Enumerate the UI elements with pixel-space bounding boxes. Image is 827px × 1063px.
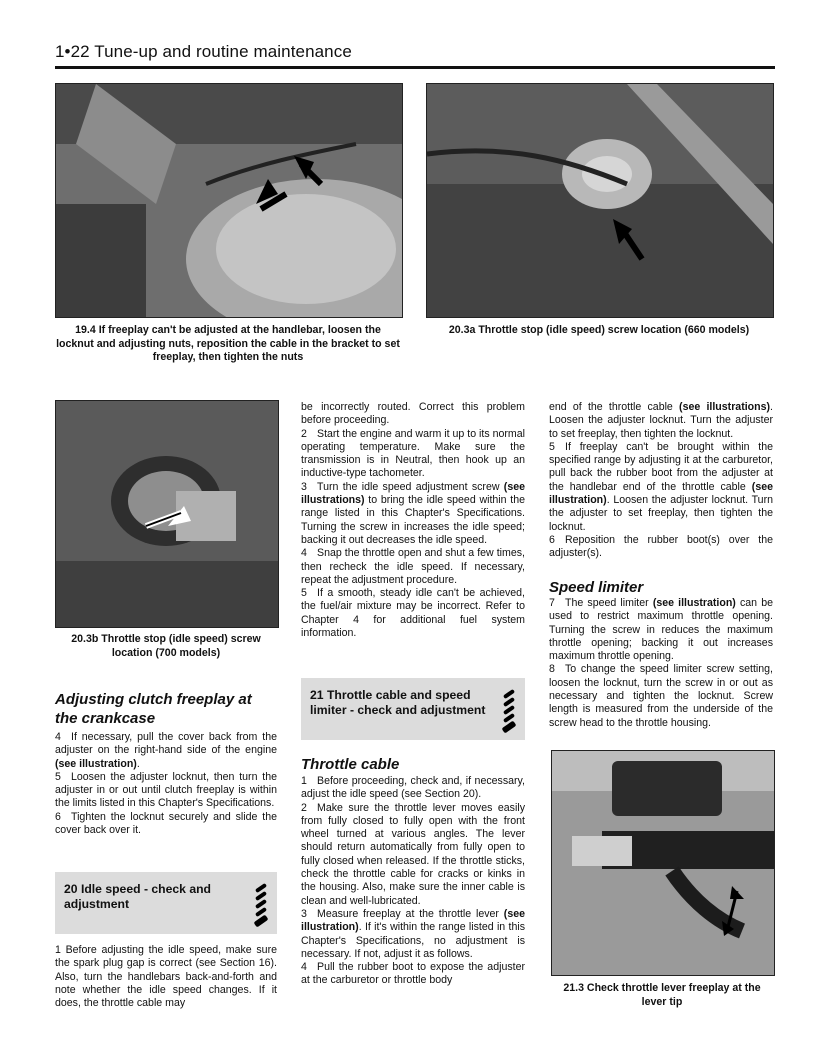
page-header — [55, 42, 352, 62]
col2-para-2: 2 Start the engine and warm it up to its normal operating temperature. Make sure the transmission is in Neutral, then hook up an inductive-type tachometer. — [301, 427, 525, 480]
caption-20-3b: 20.3b Throttle stop (idle speed) screw location (700 models) — [71, 633, 261, 659]
photo-20-3a — [426, 83, 774, 318]
col2-cable-para-1: 1 Before proceeding, check and, if necessary, adjust the idle speed (see Section 20). — [301, 775, 525, 801]
col3-para-8: 8 To change the speed limiter screw setting, loosen the locknut, turn the screw in or out as necessary and tighten the locknut. Screw length is measured from the underside of the screw head to the throttle housing. — [549, 663, 773, 729]
col3-para-7: 7 The speed limiter (see illustration) can be used to restrict maximum throttle opening. Turning the screw in reduces the maximum throttle opening; backing it out increases maximum throttle opening. — [549, 597, 773, 663]
col2-continued: be incorrectly routed. Correct this problem before proceeding. — [301, 401, 525, 427]
photo-19-4 — [55, 83, 403, 318]
section-21-box — [301, 678, 525, 740]
heading-speed-limiter: Speed limiter — [549, 579, 644, 596]
section-20-box — [55, 872, 277, 934]
page-title: Tune-up and routine maintenance — [94, 42, 352, 61]
col1-para-5: 5 Loosen the adjuster locknut, then turn the adjuster in or out until clutch freeplay is within the limits listed in this Chapter's Specifications. — [55, 770, 277, 810]
col3-body-2 — [549, 597, 773, 730]
col3-para-5: 5 If freeplay can't be brought within the specified range by adjusting it at the carburetor, pull back the rubber boot from the adjuster at the handlebar end of the throttle cable (see illustration). Loosen the adjuster locknut. Turn the adjuster to set freeplay, then tighten the locknut. — [549, 440, 773, 533]
col1-body — [55, 731, 277, 837]
page-number: 1•22 — [55, 42, 90, 61]
heading-throttle-cable: Throttle cable — [301, 756, 400, 773]
col2-cable-para-4: 4 Pull the rubber boot to expose the adjuster at the carburetor or throttle body — [301, 961, 525, 987]
wrench-rating-icon — [501, 688, 519, 734]
caption-19-4: 19.4 If freeplay can't be adjusted at the handlebar, loosen the locknut and adjusting nuts, reposition the cable in the bracket to set freeplay, then tighten the nuts — [56, 324, 400, 363]
caption-20-3a: 20.3a Throttle stop (idle speed) screw location (660 models) — [448, 324, 750, 336]
col3-para-6: 6 Reposition the rubber boot(s) over the adjuster(s). — [549, 533, 773, 560]
photo-21-3 — [551, 750, 775, 976]
col2-para-4: 4 Snap the throttle open and shut a few times, then recheck the idle speed. If necessary, repeat the adjustment procedure. — [301, 547, 525, 586]
section-20-title: 20 Idle speed - check and adjustment — [64, 882, 211, 911]
col2-body — [301, 401, 525, 640]
col1-para-4: 4 If necessary, pull the cover back from the adjuster on the right-hand side of the engine (see illustration). — [55, 731, 277, 770]
col3-continued: end of the throttle cable (see illustrations). Loosen the adjuster locknut. Turn the adjuster to set freeplay, then tighten the locknut. — [549, 401, 773, 440]
header-rule — [55, 66, 775, 69]
col2-body-2 — [301, 775, 525, 988]
col3-body — [549, 401, 773, 561]
col2-cable-para-2: 2 Make sure the throttle lever moves easily from fully closed to fully open with the front wheel turned at various angles. The lever should return automatically from fully open to fully closed when released. If the throttle sticks, check the throttle cable for cracks or kinks in the housing. Also, make sure the inner cable is clean and well-lubricated. — [301, 801, 525, 907]
col2-para-5: 5 If a smooth, steady idle can't be achieved, the fuel/air mixture may be incorrect. Refer to Chapter 4 for additional fuel system information. — [301, 587, 525, 640]
section-21-title: 21 Throttle cable and speed limiter - check and adjustment — [310, 688, 486, 717]
wrench-rating-icon — [253, 882, 271, 928]
col1-para-6: 6 Tighten the locknut securely and slide the cover back over it. — [55, 810, 277, 837]
col1-idle-para-1: 1 Before adjusting the idle speed, make sure the spark plug gap is correct (see Section 16). Also, turn the handlebars back-and-forth and note whether the idle speed changes. If it does, the throttle cable may — [55, 944, 277, 1010]
col2-cable-para-3: 3 Measure freeplay at the throttle lever (see illustration). If it's within the range listed in this Chapter's Specifications, no adjustment is necessary. If not, adjust it as follows. — [301, 907, 525, 960]
caption-21-3: 21.3 Check throttle lever freeplay at the lever tip — [563, 982, 761, 1008]
heading-clutch-freeplay: Adjusting clutch freeplay at the crankcase — [55, 691, 252, 727]
photo-20-3b — [55, 400, 279, 628]
col2-para-3: 3 Turn the idle speed adjustment screw (see illustrations) to bring the idle speed within the range listed in this Chapter's Specifications. Turning the screw in increases the idle speed; backing it out decreases the idle speed. — [301, 480, 525, 546]
